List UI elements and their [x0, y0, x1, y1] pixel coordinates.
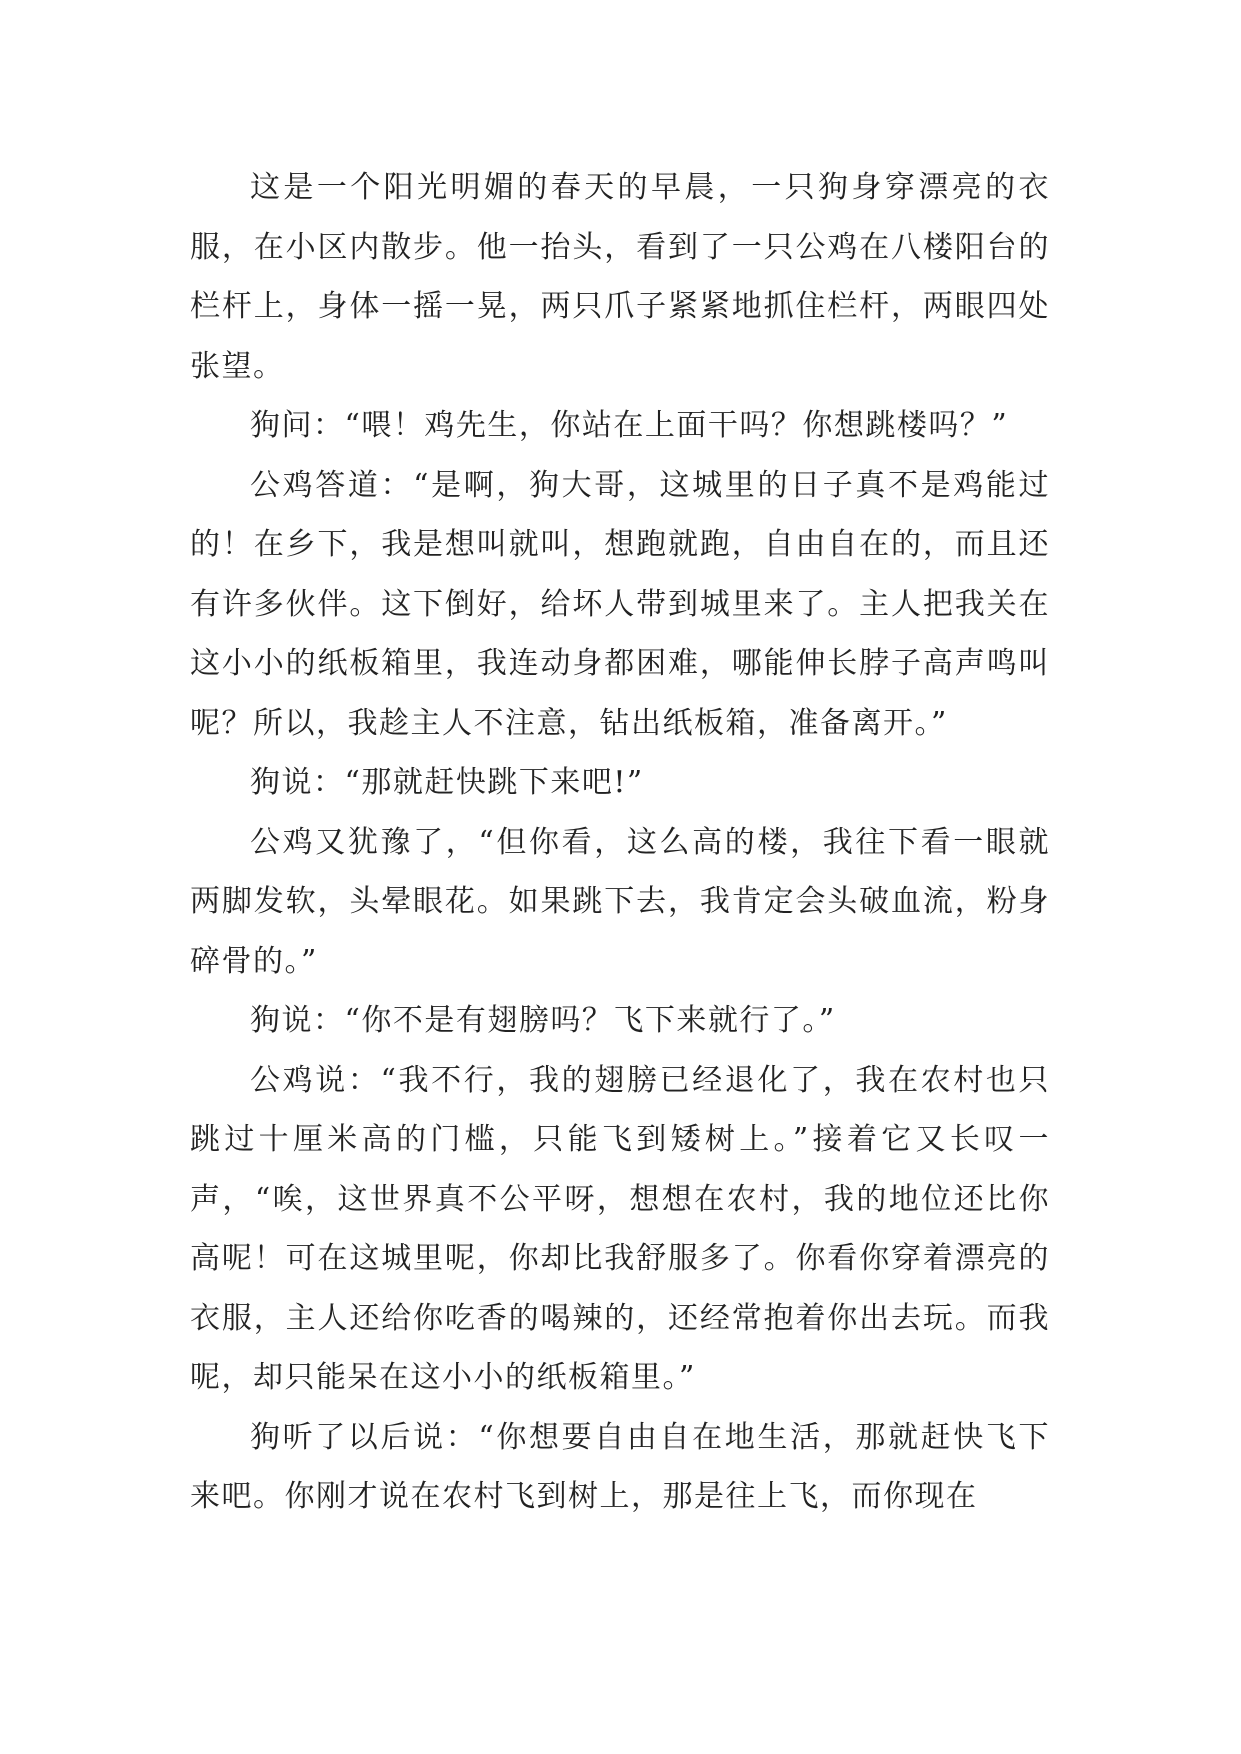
- paragraph-intro: 这是一个阳光明媚的春天的早晨，一只狗身穿漂亮的衣服，在小区内散步。他一抬头，看到了一只公鸡在八楼阳台的栏杆上，身体一摇一晃，两只爪子紧紧地抓住栏杆，两眼四处张望。: [190, 170, 1050, 384]
- paragraph-rooster-answers: 公鸡答道：“是啊，狗大哥，这城里的日子真不是鸡能过的！在乡下，我是想叫就叫，想跑就跑，自由自在的，而且还有许多伙伴。这下倒好，给坏人带到城里来了。主人把我关在这小小的纸板箱里，我连动身都困难，哪能伸长脖子高声鸣叫呢？所以，我趁主人不注意，钻出纸板箱，准备离开。”: [190, 467, 1050, 741]
- paragraph-dog-says-fly: 狗说：“你不是有翅膀吗？飞下来就行了。”: [250, 1003, 836, 1038]
- paragraph-dog-says-jump: 狗说：“那就赶快跳下来吧!”: [250, 765, 644, 800]
- paragraph-dog-replies: 狗听了以后说：“你想要自由自在地生活，那就赶快飞下来吧。你刚才说在农村飞到树上，那是往上飞，而你现在: [190, 1419, 1050, 1514]
- paragraph-rooster-laments: 公鸡说：“我不行，我的翅膀已经退化了，我在农村也只跳过十厘米高的门槛，只能飞到矮树上。”接着它又长叹一声，“唉，这世界真不公平呀，想想在农村，我的地位还比你高呢！可在这城里呢，你却比我舒服多了。你看你穿着漂亮的衣服，主人还给你吃香的喝辣的，还经常抱着你出去玩。而我呢，却只能呆在这小小的纸板箱里。”: [190, 1062, 1050, 1395]
- paragraph-rooster-hesitates: 公鸡又犹豫了，“但你看，这么高的楼，我往下看一眼就两脚发软，头晕眼花。如果跳下去，我肯定会头破血流，粉身碎骨的。”: [190, 824, 1050, 979]
- paragraph-dog-asks: 狗问：“喂！鸡先生，你站在上面干吗？你想跳楼吗？”: [250, 408, 1009, 443]
- story-text: [190, 158, 1050, 1527]
